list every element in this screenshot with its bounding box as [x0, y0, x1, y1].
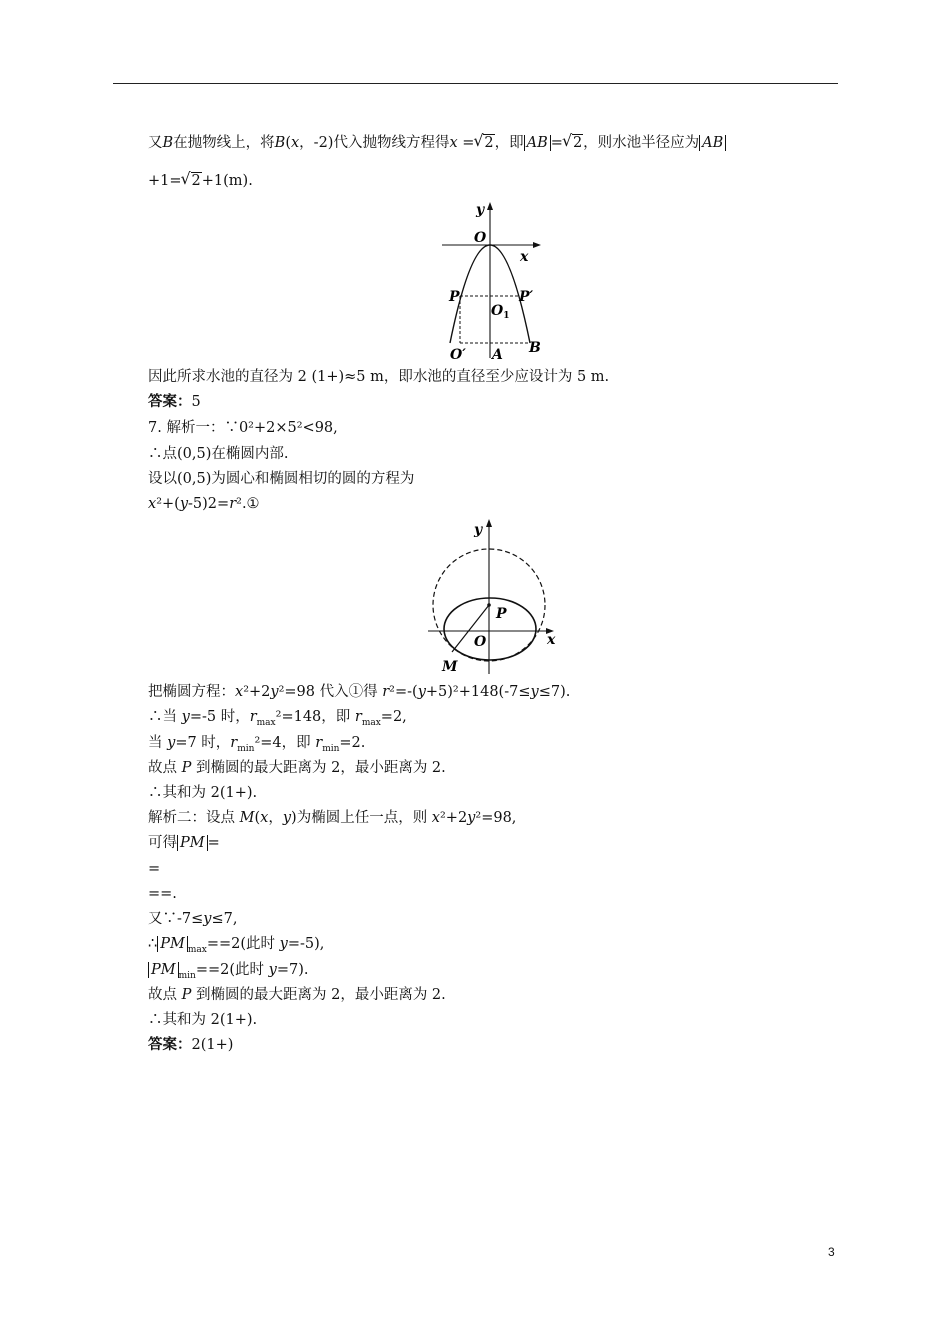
text: 到椭圆的最大距离为 2，最小距离为 2.	[191, 987, 446, 1003]
sqrt-expression	[474, 133, 494, 153]
label-o: O	[474, 230, 487, 246]
sqrt-radicand: 2	[484, 135, 494, 151]
parabola-figure	[430, 198, 550, 363]
text-line-2	[148, 171, 253, 191]
text-line-12	[148, 707, 407, 727]
label-y: y	[476, 202, 485, 218]
var: y	[167, 735, 176, 751]
text: (	[254, 810, 261, 826]
y-axis-arrow	[486, 519, 492, 527]
sqrt-expression	[563, 133, 583, 153]
text: =2,	[380, 709, 407, 725]
label-a: A	[492, 347, 503, 363]
text-line-24: ∴其和为 2(1+).	[148, 1012, 258, 1028]
var: x	[148, 496, 157, 512]
text-line-20	[148, 909, 237, 929]
var: x	[431, 810, 440, 826]
text-line-14	[148, 758, 446, 778]
text: ，即	[494, 135, 524, 151]
text-line-11	[148, 682, 570, 702]
text-line-18: =	[148, 861, 161, 877]
var: x	[235, 684, 244, 700]
label-b: B	[529, 340, 541, 356]
var: y	[268, 962, 277, 978]
sqrt-radicand: 2	[191, 173, 201, 189]
header-rule	[113, 83, 838, 84]
sqrt-expression	[182, 171, 202, 191]
answer-value: 2(1+)	[191, 1037, 234, 1053]
subscript: max	[256, 717, 276, 728]
var: r	[382, 684, 390, 700]
x-axis-arrow	[533, 242, 541, 248]
text-line-13	[148, 733, 365, 753]
label-p-prime: P′	[519, 289, 534, 305]
text-line-9: 设以(0,5)为圆心和椭圆相切的圆的方程为	[148, 471, 415, 487]
text: ²+2	[439, 810, 468, 826]
text-line-17	[148, 833, 220, 853]
text: ，-2)代入抛物线方程得	[299, 135, 450, 151]
label-o1	[491, 303, 509, 321]
text: +5)²+148(-7≤	[425, 684, 531, 700]
answer-label: 答案：	[148, 393, 192, 410]
text-line-23	[148, 985, 446, 1005]
label-o-prime: O′	[450, 347, 466, 363]
text: +1(m).	[201, 173, 253, 189]
label-o: O	[474, 634, 487, 650]
label-o1-main: O	[491, 303, 504, 319]
var: y	[279, 936, 288, 952]
text: )为椭圆上任一点，则	[291, 810, 432, 826]
text: (	[285, 135, 291, 151]
var: y	[282, 810, 292, 826]
text: ²=98 代入①得	[278, 684, 383, 700]
text: ，	[268, 810, 283, 826]
text: 故点	[148, 987, 182, 1003]
text: 把椭圆方程：	[148, 684, 235, 700]
text: ∴当	[148, 709, 182, 725]
ellipse-curve	[444, 598, 536, 660]
var: P	[181, 987, 192, 1003]
var: r	[354, 709, 362, 725]
abs-expression: AB	[699, 135, 726, 151]
text-line-7: 7. 解析一：∵0²+2×5²<98,	[148, 420, 338, 436]
text: ，则水池半径应为	[583, 135, 700, 151]
var: y	[270, 684, 279, 700]
var: B	[162, 135, 174, 151]
text: ²=-(	[389, 684, 418, 700]
subscript: min	[178, 970, 196, 981]
text: ²=148，即	[275, 709, 355, 725]
label-p: P	[449, 289, 460, 305]
text: 在抛物线上，将	[173, 135, 275, 151]
text: ≤7,	[211, 911, 238, 927]
text-line-22	[148, 960, 308, 980]
text: =-5),	[287, 936, 325, 952]
text-line-16	[148, 808, 516, 828]
text: 可得	[148, 835, 177, 851]
text-line-10	[148, 494, 260, 514]
var: y	[417, 684, 426, 700]
text: ==2(此时	[195, 962, 269, 978]
var: y	[181, 709, 190, 725]
label-p: P	[496, 606, 507, 622]
var: x	[449, 135, 458, 151]
y-axis-arrow	[487, 202, 493, 210]
var: r	[229, 496, 237, 512]
text-line-8: ∴点(0,5)在椭圆内部.	[148, 446, 289, 462]
var: x	[290, 135, 300, 151]
text-line-15: ∴其和为 2(1+).	[148, 785, 258, 801]
var: y	[467, 810, 476, 826]
abs-expression: AB	[524, 135, 551, 151]
var: M	[239, 810, 255, 826]
subscript: min	[237, 743, 255, 754]
answer-label: 答案：	[148, 1036, 192, 1053]
label-o1-sub: 1	[503, 311, 510, 321]
answer-2	[148, 1035, 233, 1055]
text: 又	[148, 135, 163, 151]
text: =2.	[339, 735, 366, 751]
var: y	[179, 496, 189, 512]
var: y	[203, 911, 212, 927]
ellipse-figure	[424, 514, 564, 676]
text: =	[457, 135, 475, 151]
text: 又∵-7≤	[148, 911, 204, 927]
var: B	[274, 135, 286, 151]
abs-expression: PM	[177, 835, 208, 851]
text-line-1	[148, 133, 726, 153]
text: -5)2=	[188, 496, 230, 512]
text: =7).	[276, 962, 309, 978]
text: ²+(	[156, 496, 180, 512]
answer-value: 5	[191, 394, 201, 410]
var: y	[530, 684, 539, 700]
label-x: x	[547, 632, 556, 648]
subscript: max	[187, 944, 207, 955]
text: ²+2	[243, 684, 271, 700]
text: ².①	[236, 496, 260, 512]
text: ²=4，即	[254, 735, 316, 751]
label-m: M	[442, 659, 458, 675]
var: x	[260, 810, 269, 826]
text: +1=	[148, 173, 182, 189]
sqrt-radicand: 2	[572, 135, 583, 151]
text: 故点	[148, 760, 182, 776]
text: 当	[148, 735, 168, 751]
page-number: 3	[828, 1245, 835, 1259]
text: ==2(此时	[206, 936, 280, 952]
point-p	[487, 603, 491, 607]
var: r	[315, 735, 323, 751]
abs-expression: PM	[157, 936, 188, 952]
text-line-21	[148, 934, 324, 954]
label-y: y	[474, 522, 483, 538]
text: =7 时，	[175, 735, 231, 751]
abs-expression: PM	[148, 962, 179, 978]
text: =	[207, 835, 220, 851]
text: ²=98,	[475, 810, 517, 826]
var: r	[230, 735, 238, 751]
var: P	[181, 760, 192, 776]
text: 解析二：设点	[148, 810, 240, 826]
answer-1	[148, 392, 201, 412]
text: =-5 时，	[189, 709, 250, 725]
label-x: x	[520, 249, 529, 265]
text: =	[550, 135, 563, 151]
text: 到椭圆的最大距离为 2，最小距离为 2.	[191, 760, 446, 776]
var: r	[249, 709, 257, 725]
subscript: max	[361, 717, 381, 728]
text-line-diameter: 因此所求水池的直径为 2 (1+)≈5 m，即水池的直径至少应设计为 5 m.	[148, 369, 610, 385]
subscript: min	[322, 743, 340, 754]
text: ≤7).	[538, 684, 571, 700]
text-line-19: ==.	[148, 886, 177, 902]
text: ∴	[148, 936, 158, 952]
